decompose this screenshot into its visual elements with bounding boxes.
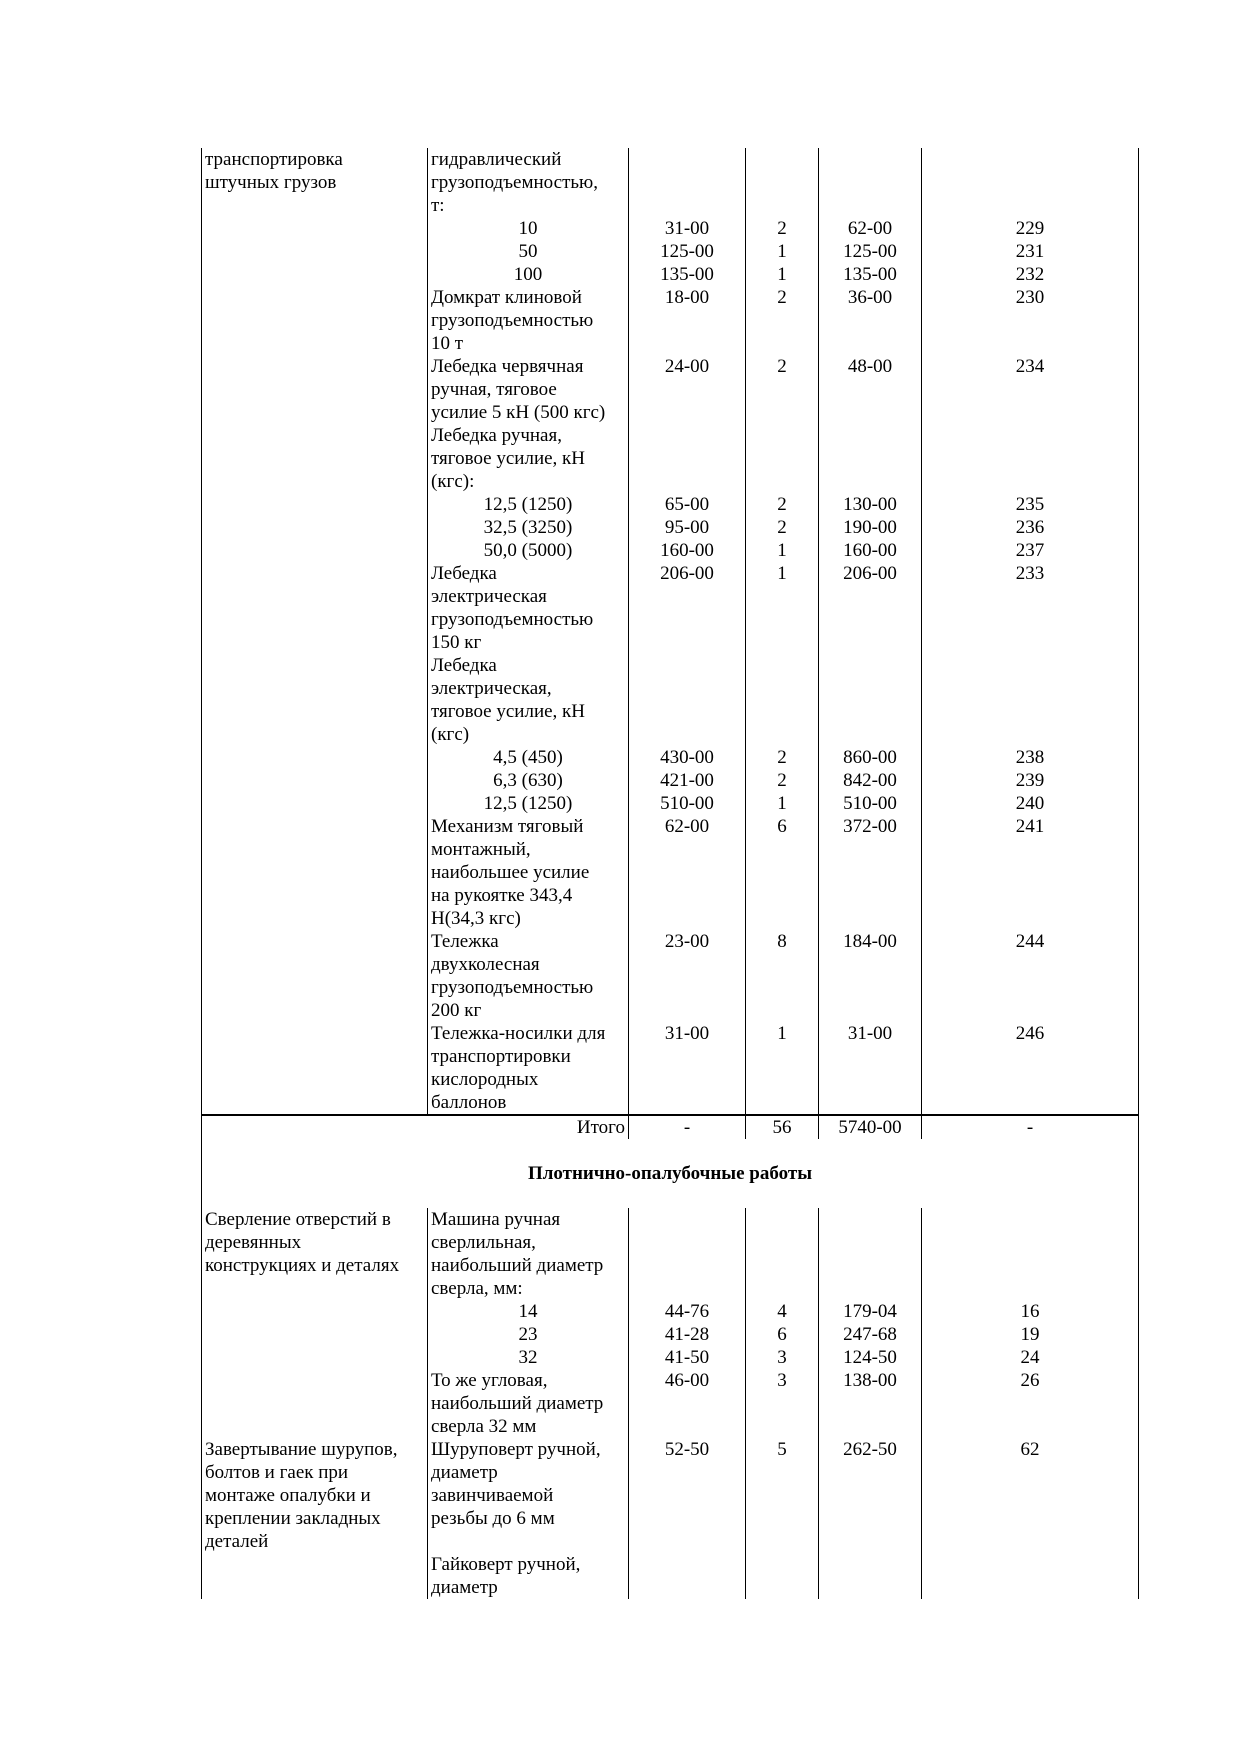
amount: 510-00 xyxy=(819,792,922,815)
quantity: 2 xyxy=(746,516,819,539)
total-ref: - xyxy=(922,1115,1139,1139)
quantity: 1 xyxy=(746,562,819,654)
quantity xyxy=(746,424,819,493)
equipment-name: 4,5 (450) xyxy=(428,746,629,769)
quantity: 2 xyxy=(746,286,819,355)
reference-number: 26 xyxy=(922,1369,1139,1438)
work-category-cell xyxy=(202,1300,428,1323)
document-page xyxy=(201,148,1138,1599)
amount: 138-00 xyxy=(819,1369,922,1438)
spacer-row xyxy=(202,1185,1139,1208)
equipment-name: Лебедка червячная ручная, тяговое усилие 5 кН (500 кгс) xyxy=(428,355,629,424)
amount xyxy=(819,1208,922,1300)
unit-price: 160-00 xyxy=(629,539,746,562)
reference-number xyxy=(922,654,1139,746)
quantity: 8 xyxy=(746,930,819,1022)
work-category-cell: Сверление отверстий в деревянных конструкциях и деталях xyxy=(202,1208,428,1300)
amount: 135-00 xyxy=(819,263,922,286)
reference-number xyxy=(922,1208,1139,1300)
equipment-name: Механизм тяговый монтажный, наибольшее усилие на рукоятке 343,4 Н(34,3 кгс) xyxy=(428,815,629,930)
table-row xyxy=(202,1300,1139,1323)
unit-price: 65-00 xyxy=(629,493,746,516)
unit-price: 510-00 xyxy=(629,792,746,815)
equipment-name: 32,5 (3250) xyxy=(428,516,629,539)
work-category-cell xyxy=(202,1369,428,1438)
quantity: 2 xyxy=(746,217,819,240)
quantity: 3 xyxy=(746,1346,819,1369)
table-row xyxy=(202,1323,1139,1346)
equipment-name: Тележка-носилки для транспортировки кислородных баллонов xyxy=(428,1022,629,1115)
section-title: Плотнично-опалубочные работы xyxy=(202,1162,1139,1185)
reference-number: 236 xyxy=(922,516,1139,539)
equipment-name: Машина ручная сверлильная, наибольший диаметр сверла, мм: xyxy=(428,1208,629,1300)
quantity xyxy=(746,654,819,746)
equipment-name: Тележка двухколесная грузоподъемностью 200 кг xyxy=(428,930,629,1022)
work-category-cell xyxy=(202,148,428,1115)
work-category-line: штучных грузов xyxy=(205,172,337,193)
amount: 36-00 xyxy=(819,286,922,355)
unit-price: 24-00 xyxy=(629,355,746,424)
table-row xyxy=(202,1346,1139,1369)
total-qty: 56 xyxy=(746,1115,819,1139)
table-row xyxy=(202,1208,1139,1300)
reference-number: 232 xyxy=(922,263,1139,286)
unit-price: 41-28 xyxy=(629,1323,746,1346)
total-row xyxy=(202,1115,1139,1139)
equipment-name: 50,0 (5000) xyxy=(428,539,629,562)
equipment-name: 10 xyxy=(428,217,629,240)
section-row xyxy=(202,1162,1139,1185)
amount: 860-00 xyxy=(819,746,922,769)
equipment-name: 14 xyxy=(428,1300,629,1323)
reference-number: 16 xyxy=(922,1300,1139,1323)
quantity: 2 xyxy=(746,746,819,769)
unit-price: 46-00 xyxy=(629,1369,746,1438)
reference-number xyxy=(922,424,1139,493)
equipment-name: Лебедка электрическая грузоподъемностью 150 кг xyxy=(428,562,629,654)
amount: 372-00 xyxy=(819,815,922,930)
quantity xyxy=(746,148,819,217)
quantity: 6 xyxy=(746,1323,819,1346)
equipment-name: 32 xyxy=(428,1346,629,1369)
reference-number: 24 xyxy=(922,1346,1139,1369)
reference-number: 19 xyxy=(922,1323,1139,1346)
unit-price: 31-00 xyxy=(629,1022,746,1115)
amount: 262-50 xyxy=(819,1438,922,1599)
quantity: 1 xyxy=(746,240,819,263)
work-category-line: транспортировка xyxy=(205,149,343,170)
total-price: - xyxy=(629,1115,746,1139)
reference-number: 235 xyxy=(922,493,1139,516)
unit-price: 23-00 xyxy=(629,930,746,1022)
work-category-cell: Завертывание шурупов, болтов и гаек при монтаже опалубки и креплении закладных деталей xyxy=(202,1438,428,1599)
work-category-cell xyxy=(202,1346,428,1369)
equipment-name: То же угловая, наибольший диаметр сверла 32 мм xyxy=(428,1369,629,1438)
total-block xyxy=(202,1115,1139,1208)
unit-price: 44-76 xyxy=(629,1300,746,1323)
unit-price: 135-00 xyxy=(629,263,746,286)
quantity: 2 xyxy=(746,355,819,424)
reference-number: 230 xyxy=(922,286,1139,355)
table-row xyxy=(202,1438,1139,1599)
equipment-name: 50 xyxy=(428,240,629,263)
amount xyxy=(819,148,922,217)
equipment-name: Домкрат клиновой грузоподъемностью 10 т xyxy=(428,286,629,355)
equipment-name: Лебедка электрическая, тяговое усилие, кН (кгс) xyxy=(428,654,629,746)
equipment-name: 12,5 (1250) xyxy=(428,493,629,516)
unit-price: 31-00 xyxy=(629,217,746,240)
amount xyxy=(819,424,922,493)
quantity: 1 xyxy=(746,539,819,562)
quantity: 6 xyxy=(746,815,819,930)
amount: 130-00 xyxy=(819,493,922,516)
quantity: 3 xyxy=(746,1369,819,1438)
quantity: 2 xyxy=(746,493,819,516)
unit-price: 41-50 xyxy=(629,1346,746,1369)
reference-number: 229 xyxy=(922,217,1139,240)
work-category-cell xyxy=(202,1323,428,1346)
unit-price xyxy=(629,654,746,746)
amount: 190-00 xyxy=(819,516,922,539)
equipment-name: гидравлический грузоподъемностью, т: xyxy=(428,148,629,217)
reference-number: 231 xyxy=(922,240,1139,263)
block-transport xyxy=(202,148,1139,1115)
reference-number: 238 xyxy=(922,746,1139,769)
equipment-name: Шуруповерт ручной, диаметр завинчиваемой резьбы до 6 мм Гайковерт ручной, диаметр xyxy=(428,1438,629,1599)
amount: 179-04 xyxy=(819,1300,922,1323)
total-label: Итого xyxy=(202,1115,629,1139)
block-carpentry xyxy=(202,1208,1139,1599)
unit-price: 430-00 xyxy=(629,746,746,769)
equipment-name: 100 xyxy=(428,263,629,286)
reference-number: 62 xyxy=(922,1438,1139,1599)
amount: 124-50 xyxy=(819,1346,922,1369)
reference-number: 244 xyxy=(922,930,1139,1022)
table-row xyxy=(202,148,1139,217)
amount: 206-00 xyxy=(819,562,922,654)
reference-number: 239 xyxy=(922,769,1139,792)
unit-price: 421-00 xyxy=(629,769,746,792)
quantity: 5 xyxy=(746,1438,819,1599)
total-sum: 5740-00 xyxy=(819,1115,922,1139)
quantity: 4 xyxy=(746,1300,819,1323)
amount: 842-00 xyxy=(819,769,922,792)
equipment-name: 6,3 (630) xyxy=(428,769,629,792)
unit-price: 125-00 xyxy=(629,240,746,263)
amount: 184-00 xyxy=(819,930,922,1022)
amount: 247-68 xyxy=(819,1323,922,1346)
amount: 62-00 xyxy=(819,217,922,240)
amount: 48-00 xyxy=(819,355,922,424)
equipment-table xyxy=(201,148,1139,1599)
unit-price xyxy=(629,424,746,493)
unit-price xyxy=(629,1208,746,1300)
quantity xyxy=(746,1208,819,1300)
spacer-row xyxy=(202,1139,1139,1162)
amount: 125-00 xyxy=(819,240,922,263)
quantity: 1 xyxy=(746,1022,819,1115)
unit-price: 52-50 xyxy=(629,1438,746,1599)
quantity: 2 xyxy=(746,769,819,792)
amount: 160-00 xyxy=(819,539,922,562)
unit-price: 18-00 xyxy=(629,286,746,355)
reference-number: 237 xyxy=(922,539,1139,562)
unit-price: 95-00 xyxy=(629,516,746,539)
amount: 31-00 xyxy=(819,1022,922,1115)
unit-price: 206-00 xyxy=(629,562,746,654)
reference-number: 241 xyxy=(922,815,1139,930)
reference-number: 234 xyxy=(922,355,1139,424)
reference-number: 240 xyxy=(922,792,1139,815)
equipment-name: 23 xyxy=(428,1323,629,1346)
table-row xyxy=(202,1369,1139,1438)
equipment-name: Лебедка ручная, тяговое усилие, кН (кгс): xyxy=(428,424,629,493)
unit-price xyxy=(629,148,746,217)
equipment-name: 12,5 (1250) xyxy=(428,792,629,815)
reference-number: 246 xyxy=(922,1022,1139,1115)
amount xyxy=(819,654,922,746)
reference-number xyxy=(922,148,1139,217)
reference-number: 233 xyxy=(922,562,1139,654)
quantity: 1 xyxy=(746,792,819,815)
unit-price: 62-00 xyxy=(629,815,746,930)
quantity: 1 xyxy=(746,263,819,286)
